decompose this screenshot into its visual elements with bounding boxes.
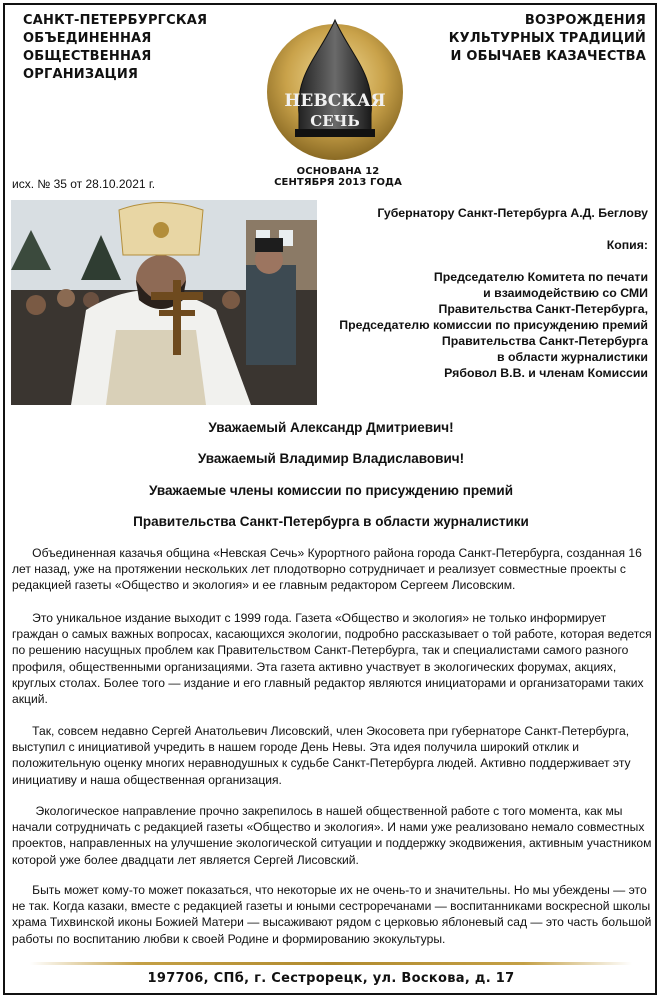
greeting-2: Уважаемый Владимир Владиславович! <box>197 451 465 466</box>
paragraph-5: Быть может кому-то может показаться, что некоторые их не очень-то и значительны. Но мы убеждены — это не так. Когда казаки, вместе с редакцией газеты и юными сестроречанами — воспитанниками воскресной школы храма Тихвинской иконы Божией Матери — высаживают рядом с церковью яблоневый сад — это часть большой работы по воспитанию любви к своей Родине и формированию экокультуры. <box>12 883 652 946</box>
nevskaya-sech-logo <box>265 14 405 164</box>
footer-divider <box>30 962 632 965</box>
logo-text-top: НЕВСКАЯ <box>284 91 386 111</box>
addressee-line: Рябовол В.В. и членам Комиссии <box>444 366 648 380</box>
addressee-line: Правительства Санкт-Петербурга, <box>438 302 648 316</box>
outgoing-number: исх. № 35 от 28.10.2021 г. <box>12 177 156 191</box>
addressee-line: Председателю Комитета по печати <box>433 270 648 284</box>
org-right-line-1: ВОЗРОЖДЕНИЯ КУЛЬТУРНЫХ ТРАДИЦИЙ <box>448 13 646 46</box>
logo-text-bottom: СЕЧЬ <box>310 112 360 130</box>
org-name-right <box>416 12 646 66</box>
greeting-4: Правительства Санкт-Петербурга в области журналистики <box>133 514 529 529</box>
paragraph-2: Это уникальное издание выходит с 1999 года. Газета «Общество и экология» не только информирует граждан о самых важных вопросах, касающихся экологии, подробно рассказывает о той работе, которая ведется по решению насущных проблем как Правительством Санкт-Петербурга, так и специалистами самого разного профиля, общественными организациями. Эта газета активно участвует в экологических форумах, акциях, круглых столах. Более того — издание и его главный редактор являются инициаторами и организаторами таких акций. <box>12 611 652 707</box>
org-name-left <box>23 12 253 84</box>
paragraph-1: Объединенная казачья община «Невская Сечь» Курортного района города Санкт-Петербурга, созданная 16 лет назад, уже на протяжении нескольких лет плодотворно сотрудничает и реализует совместные проекты с редакцией газеты «Общество и экология» и ее главным редактором Сергеем Лисовским. <box>12 546 642 593</box>
footer-address: 197706, СПб, г. Сестрорецк, ул. Воскова, д. 17 <box>147 971 515 986</box>
org-left-line-1: САНКТ-ПЕТЕРБУРГСКАЯ ОБЪЕДИНЕННАЯ <box>23 13 208 46</box>
addressee-line: в области журналистики <box>497 350 648 364</box>
greeting-3: Уважаемые члены комиссии по присуждению премий <box>148 483 514 498</box>
greeting-1: Уважаемый Александр Дмитриевич! <box>208 420 454 435</box>
org-right-line-2: И ОБЫЧАЕВ КАЗАЧЕСТВА <box>450 49 646 64</box>
addressee-line: и взаимодействию со СМИ <box>483 286 648 300</box>
addressee-line: Председателю комиссии по присуждению премий <box>339 318 648 332</box>
photo-priest-with-cross <box>11 200 317 405</box>
org-left-line-2: ОБЩЕСТВЕННАЯ ОРГАНИЗАЦИЯ <box>23 49 152 82</box>
addressee-block <box>318 205 648 381</box>
founded-date: ОСНОВАНА 12 СЕНТЯБРЯ 2013 ГОДА <box>274 166 402 188</box>
addressee-governor: Губернатору Санкт-Петербурга А.Д. Беглову <box>377 206 648 220</box>
paragraph-3: Так, совсем недавно Сергей Анатольевич Лисовский, член Экосовета при губернаторе Санкт-Петербурга, выступил с инициативой учредить в нашем городе День Невы. Эта идея получила широкий отклик и положительную оценку многих неравнодушных к судьбе Санкт-Петербурга людей. Активно поддерживает эту инициативу и наша общественная организация. <box>12 724 631 787</box>
addressee-line: Правительства Санкт-Петербурга <box>441 334 648 348</box>
paragraph-4: Экологическое направление прочно закрепилось в нашей общественной работе с того момента, как мы начали сотрудничать с редакцией газеты «Общество и экология». И нами уже реализовано немало совместных проектов, направленных на улучшение экологической ситуации и поддержку экодвижения, активным участником которой уже более двадцати лет является Сергей Лисовский. <box>12 804 652 867</box>
copy-label: Копия: <box>606 238 648 252</box>
